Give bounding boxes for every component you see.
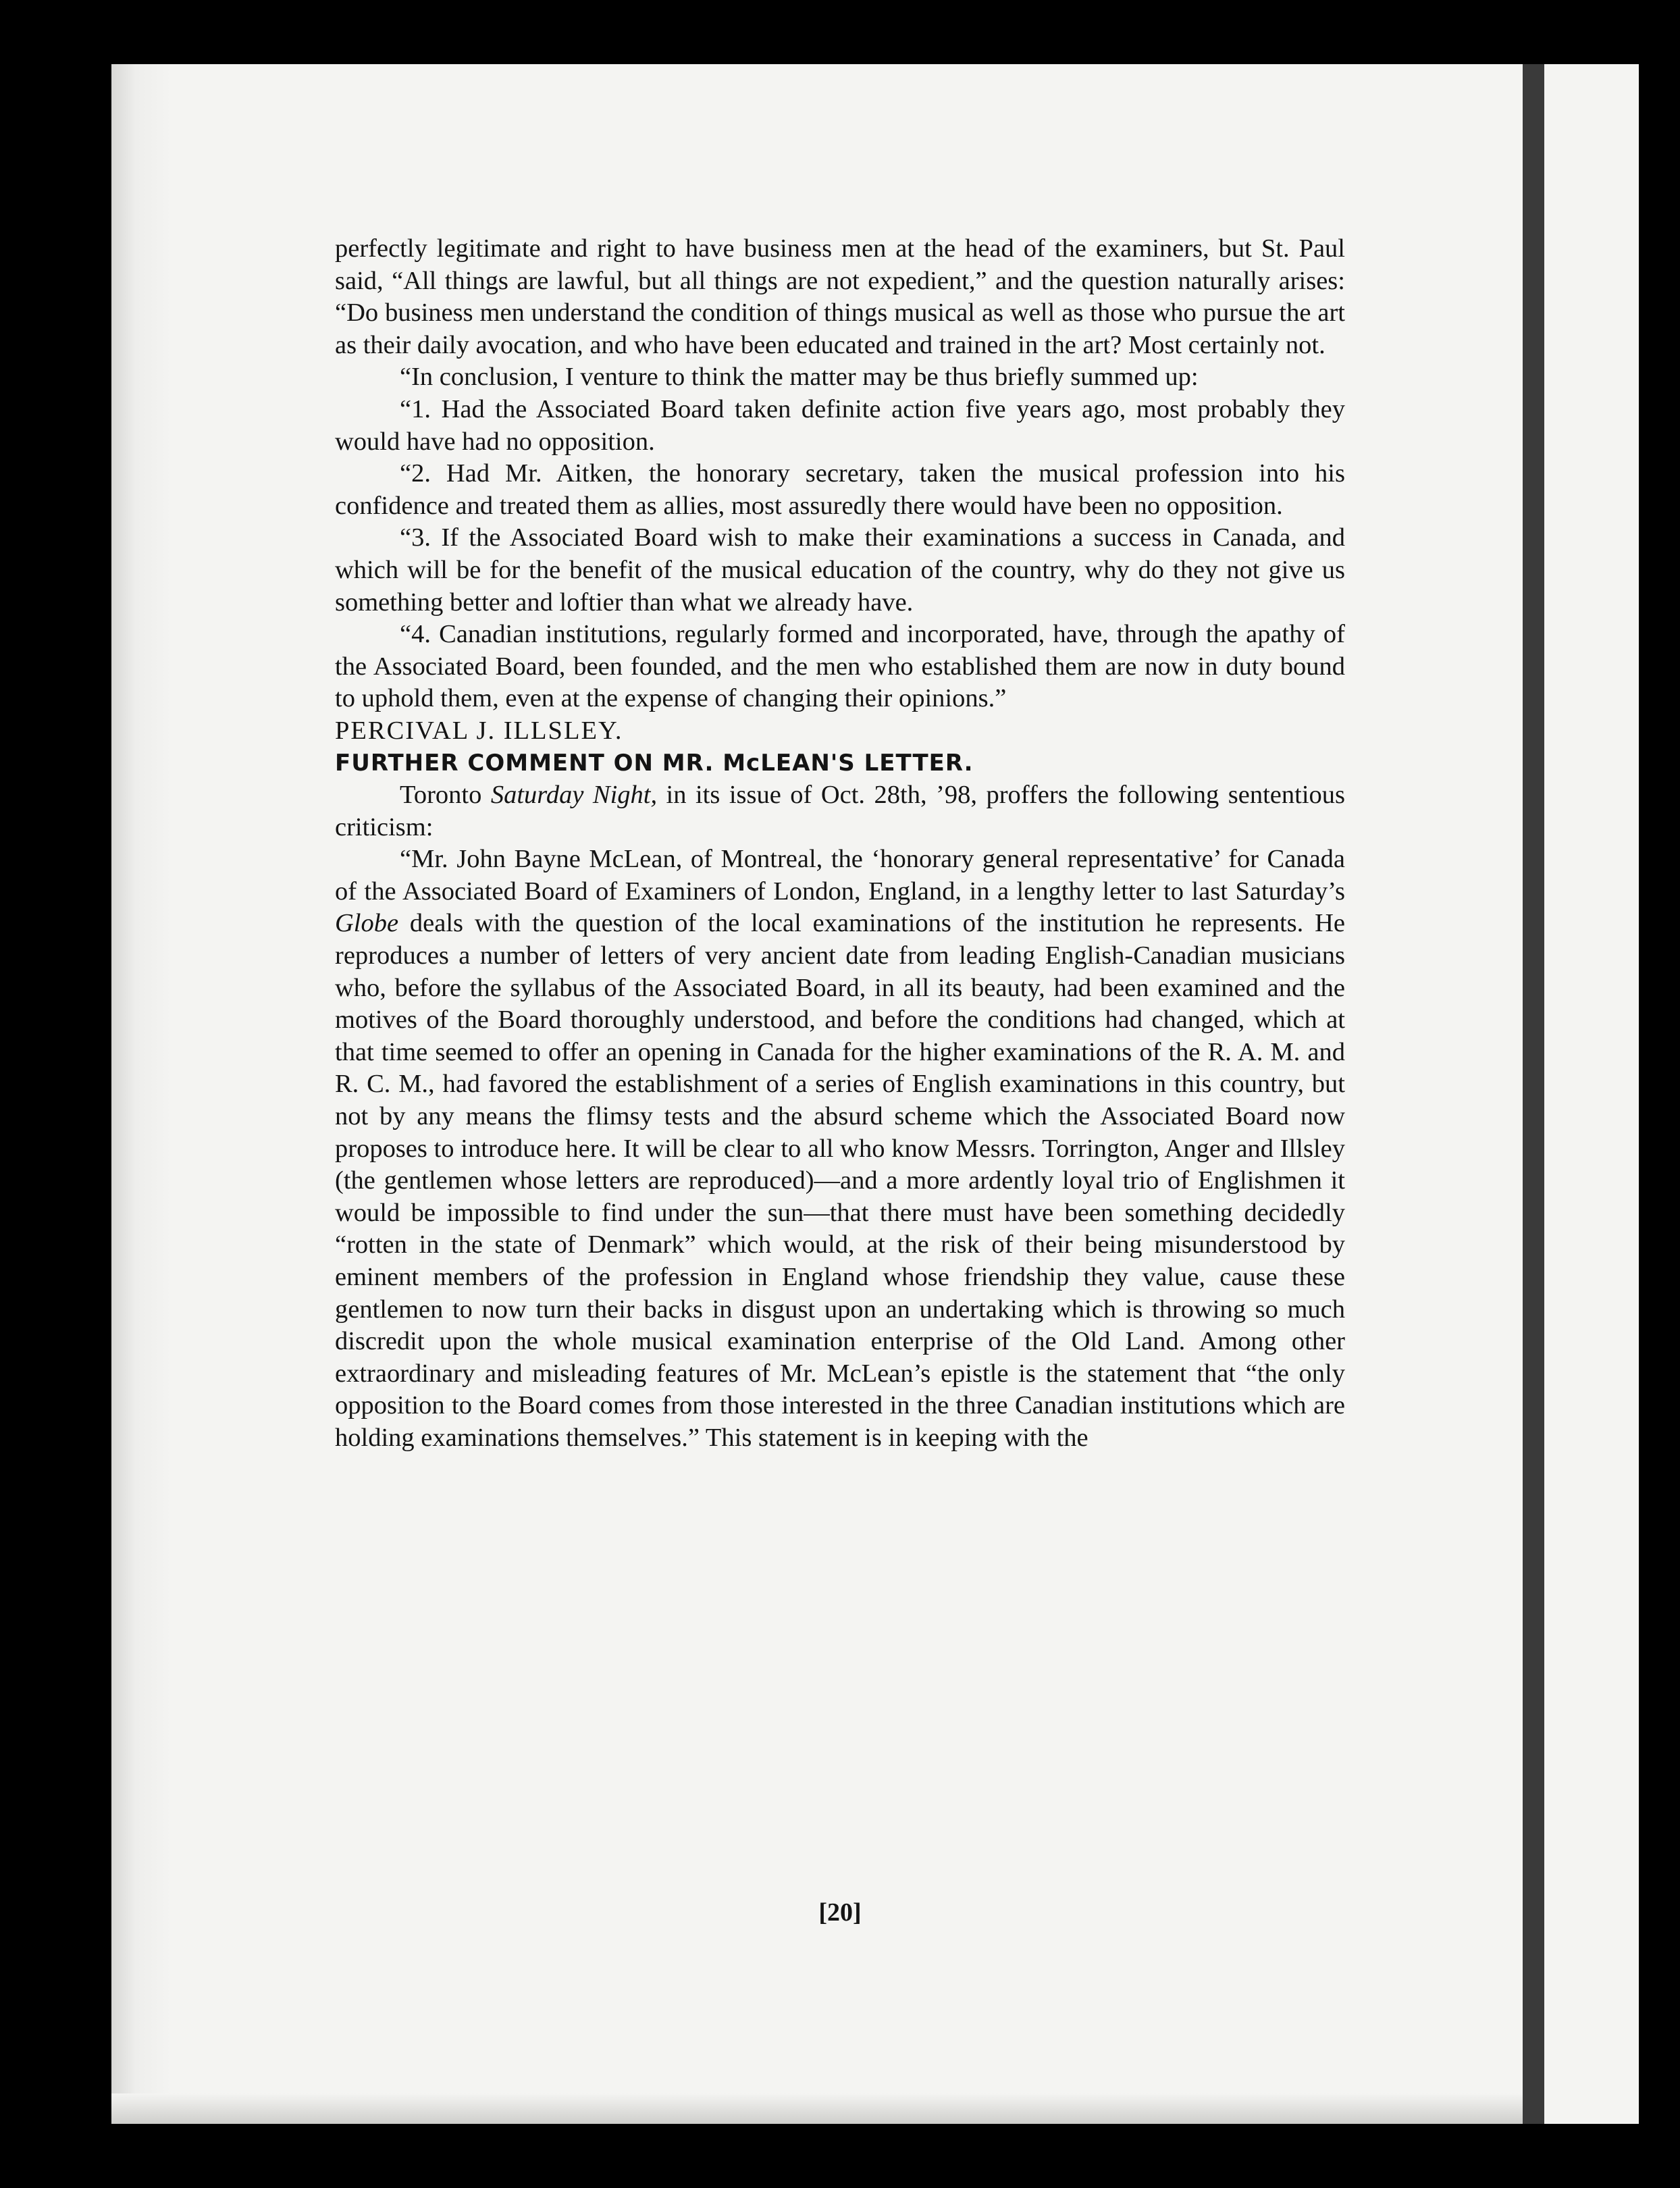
book-spine <box>1523 64 1544 2124</box>
page-bottom-edge <box>111 2093 1523 2124</box>
paragraph-conclusion: “In conclusion, I venture to think the matter may be thus briefly summed up: <box>400 363 1199 392</box>
paragraph-point-3: “3. If the Associated Board wish to make their examinations a success in Canada, and which will be for the benefit of the musical education of the country, why do they not give us something better and loftier than what we already have. <box>335 523 1345 617</box>
page-edge-shading <box>111 64 172 2124</box>
publication-title: Saturday Night, <box>490 781 658 810</box>
paragraph-continuation: perfectly legitimate and right to have business men at the head of the examiners, but St. Paul said, “All things are lawful, but all things are not expedient,” and the question naturally arises: “Do business men understand the condition of things musical as well as those who pursue the art as their daily avocation, and who have been educated and trained in the art? Most certainly not. <box>335 234 1345 359</box>
facing-page-edge <box>1544 64 1639 2124</box>
section-heading: FURTHER COMMENT ON MR. McLEAN'S LETTER. <box>335 749 974 777</box>
page-number: [20] <box>818 1898 862 1927</box>
paragraph-intro <box>335 779 1345 843</box>
paragraph-quotation <box>335 843 1345 1454</box>
paragraph-point-1: “1. Had the Associated Board taken definite action five years ago, most probably they would have had no opposition. <box>335 394 1345 456</box>
intro-text-before: Toronto <box>400 781 491 810</box>
signature: PERCIVAL J. ILLSLEY. <box>335 716 623 745</box>
page-text <box>335 233 1345 1455</box>
paragraph-point-2: “2. Had Mr. Aitken, the honorary secretary, taken the musical profession into his confidence and treated them as allies, most assuredly there would have been no opposition. <box>335 459 1345 520</box>
paragraph-point-4: “4. Canadian institutions, regularly formed and incorporated, have, through the apathy of the Associated Board, been founded, and the men who established them are now in duty bound to uphold them, even at the expense of changing their opinions.” <box>335 620 1345 713</box>
intro-text-after: in its issue of Oct. 28th, ’98, proffers the following sententious criticism: <box>335 781 1345 841</box>
newspaper-title: Globe <box>335 909 399 938</box>
quote-text-1: “Mr. John Bayne McLean, of Montreal, the ‘honorary general representative’ for Canada of the Associated Board of Examiners of London, England, in a lengthy letter to last Saturday’s <box>335 845 1345 906</box>
quote-text-2: deals with the question of the local examinations of the institution he represents. He reproduces a number of letters of very ancient date from leading English-Canadian musicians who, before the syllabus of the Associated Board, in all its beauty, had been examined and the motives of the Board thoroughly understood, and before the conditions had changed, which at that time seemed to offer an opening in Canada for the higher examinations of the R. A. M. and R. C. M., had favored the establishment of a series of English examinations in this country, but not by any means the flimsy tests and the absurd scheme which the Associated Board now proposes to introduce here. It will be clear to all who know Messrs. Torrington, Anger and Illsley (the gentlemen whose letters are reproduced)—and a more ardently loyal trio of Englishmen it would be impossible to find under the sun—that there must have been something decidedly “rotten in the state of Denmark” which would, at the risk of their being misunderstood by eminent members of the profession in England whose friendship they value, cause these gentlemen to now turn their backs in disgust upon an undertaking which is throwing so much discredit upon the whole musical examination enterprise of the Old Land. Among other extraordinary and misleading features of Mr. McLean’s epistle is the statement that “the only opposition to the Board comes from those interested in the three Canadian institutions which are holding examinations themselves.” This statement is in keeping with the <box>335 909 1345 1452</box>
